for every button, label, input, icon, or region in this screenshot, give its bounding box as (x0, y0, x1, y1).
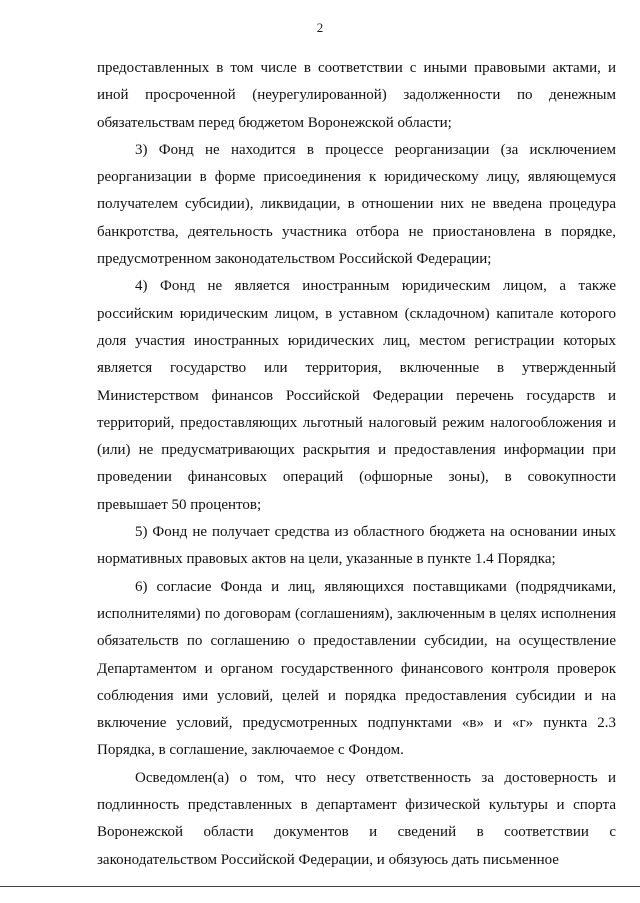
page-bottom-divider (0, 886, 640, 887)
paragraph-item-5: 5) Фонд не получает средства из областного бюджета на основании иных нормативных правовых актов на цели, указанные в пункте 1.4 Порядка; (97, 524, 616, 568)
document-body (97, 55, 616, 874)
paragraph-item-4: 4) Фонд не является иностранным юридическим лицом, а также российским юридическим лицом, в уставном (складочном) капитале которого доля участия иностранных юридических лиц, местом регистрации которых является государство или территория, включенные в утвержденный Министерством финансов Российской Федерации перечень государств и территорий, предоставляющих льготный налоговый режим налогообложения и (или) не предусматривающих раскрытия и предоставления информации при проведении финансовых операций (офшорные зоны), в совокупности превышает 50 процентов; (97, 278, 616, 513)
paragraph-item-6: 6) согласие Фонда и лиц, являющихся поставщиками (подрядчиками, исполнителями) по договорам (соглашениям), заключенным в целях исполнения обязательств по соглашению о предоставлении субсидии, на осуществление Департаментом и органом государственного финансового контроля проверок соблюдения ими условий, целей и порядка предоставления субсидии и на включение условий, предусмотренных подпунктами «в» и «г» пункта 2.3 Порядка, в соглашение, заключаемое с Фондом. (97, 578, 616, 759)
paragraph-continuation: предоставленных в том числе в соответствии с иными правовыми актами, и иной просроченной (неурегулированной) задолженности по денежным обязательствам перед бюджетом Воронежской области; (97, 60, 616, 131)
page-number: 2 (316, 20, 324, 35)
paragraph-acknowledgement: Осведомлен(а) о том, что несу ответственность за достоверность и подлинность представленных в департамент физической культуры и спорта Воронежской области документов и сведений в соответствии с законодательством Российской Федерации, и обязуюсь дать письменное (97, 769, 616, 868)
paragraph-item-3: 3) Фонд не находится в процессе реорганизации (за исключением реорганизации в форме присоединения к юридическому лицу, являющемуся получателем субсидии), ликвидации, в отношении них не введена процедура банкротства, деятельность участника отбора не приостановлена в порядке, предусмотренном законодательством Российской Федерации; (97, 141, 616, 268)
